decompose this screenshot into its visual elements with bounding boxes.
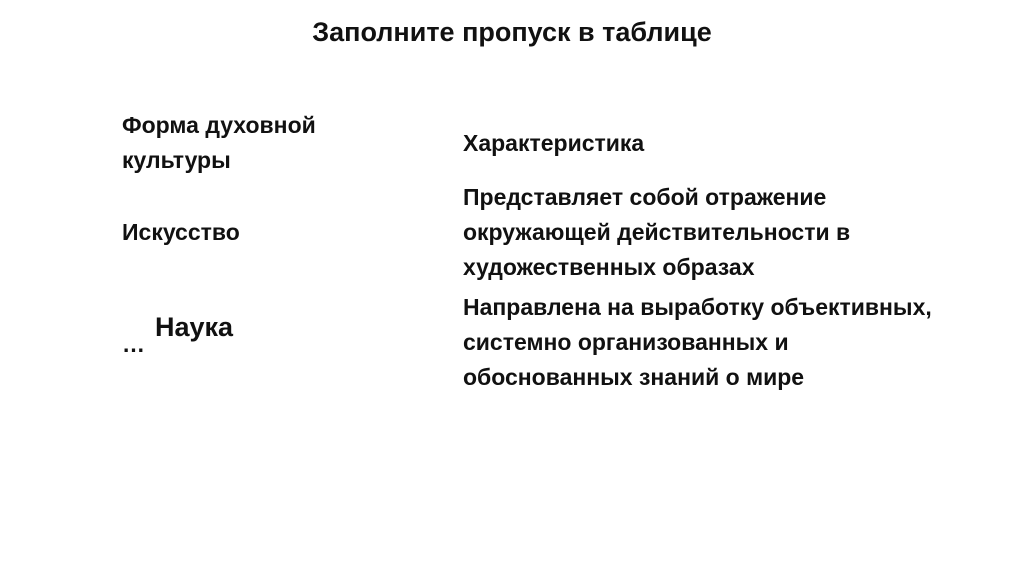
row-science-form (122, 312, 234, 357)
row-science-characteristic-line: Направлена на выработку объективных, (463, 294, 932, 320)
row-art-form: Искусство (122, 219, 240, 245)
blank-placeholder: … (122, 331, 145, 357)
column-header-form-line: культуры (122, 147, 231, 173)
row-art-characteristic-line: окружающей действительности в (463, 219, 851, 245)
answer-text: Наука (155, 312, 234, 342)
row-art-characteristic (463, 180, 850, 285)
row-science-characteristic-line: системно организованных и (463, 329, 789, 355)
row-science-characteristic-line: обоснованных знаний о мире (463, 364, 805, 390)
row-science-characteristic (463, 290, 932, 395)
column-header-characteristic: Характеристика (463, 130, 645, 156)
slide-title: Заполните пропуск в таблице (312, 17, 712, 47)
row-art-characteristic-line: художественных образах (463, 254, 755, 280)
row-art-characteristic-line: Представляет собой отражение (463, 184, 827, 210)
column-header-form-line: Форма духовной (122, 112, 316, 138)
column-header-form (122, 108, 422, 178)
